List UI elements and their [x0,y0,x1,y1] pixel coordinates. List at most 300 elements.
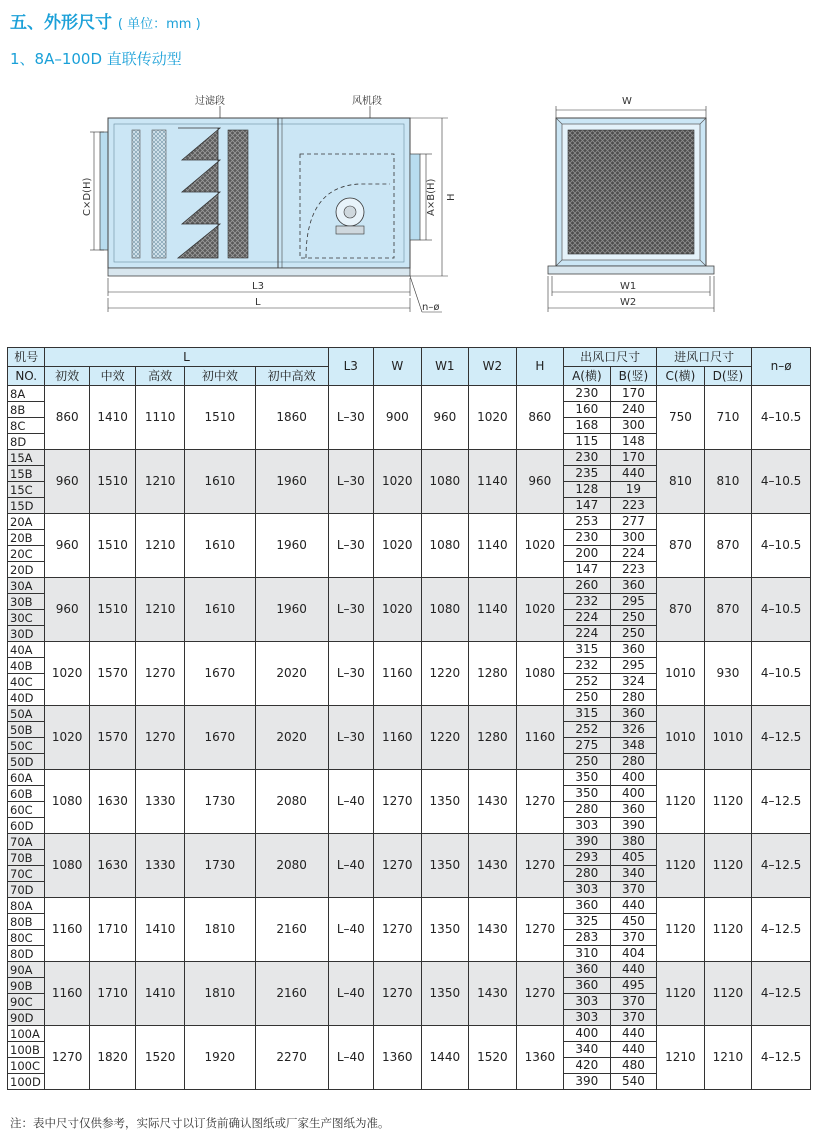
length-cell: 1080 [45,770,89,834]
outlet-a-cell: 283 [564,930,611,946]
model-cell: 15C [8,482,45,498]
model-cell: 70D [8,882,45,898]
outlet-b-cell: 250 [610,626,657,642]
length-cell: 860 [45,386,89,450]
section-title-text: 五、外形尺寸 [10,13,112,33]
length-cell: 1330 [136,770,185,834]
l3-cell: L–40 [328,962,374,1026]
outlet-b-cell: 404 [610,946,657,962]
length-cell: 1570 [89,642,136,706]
outlet-a-cell: 275 [564,738,611,754]
header-l-primary-medium: 初中效 [184,367,255,386]
outlet-b-cell: 400 [610,770,657,786]
header-n: n–ø [752,348,811,386]
length-cell: 1330 [136,834,185,898]
header-model: 机号 [8,348,45,367]
model-cell: 30C [8,610,45,626]
model-cell: 60A [8,770,45,786]
length-cell: 1510 [89,514,136,578]
l3-dim-label: L3 [252,281,264,292]
hole-spec-cell: 4–12.5 [752,834,811,898]
side-view-diagram [540,88,730,320]
inlet-c-cell: 1210 [657,1026,705,1090]
outlet-b-cell: 400 [610,786,657,802]
outlet-a-cell: 252 [564,674,611,690]
inlet-d-cell: 1120 [704,834,752,898]
w1-cell: 1080 [421,514,469,578]
outlet-a-cell: 200 [564,546,611,562]
length-cell: 1670 [184,706,255,770]
table-row [8,770,811,786]
model-cell: 90A [8,962,45,978]
l3-cell: L–40 [328,1026,374,1090]
outlet-a-cell: 250 [564,754,611,770]
w-cell: 1020 [374,578,422,642]
outlet-b-cell: 324 [610,674,657,690]
table-row [8,578,811,594]
outlet-b-cell: 370 [610,930,657,946]
model-cell: 70B [8,850,45,866]
outlet-a-cell: 250 [564,690,611,706]
length-cell: 1710 [89,898,136,962]
outlet-b-cell: 440 [610,466,657,482]
h-cell: 1270 [516,770,564,834]
length-cell: 1610 [184,450,255,514]
outlet-b-cell: 240 [610,402,657,418]
outlet-a-cell: 325 [564,914,611,930]
header-outlet: 出风口尺寸 [564,348,657,367]
w1-cell: 1080 [421,578,469,642]
length-cell: 1570 [89,706,136,770]
l3-cell: L–30 [328,386,374,450]
length-cell: 1630 [89,834,136,898]
length-cell: 2160 [255,898,328,962]
inlet-d-cell: 1120 [704,898,752,962]
l-dim-label: L [255,297,261,308]
w-cell: 1160 [374,642,422,706]
hole-spec-cell: 4–10.5 [752,514,811,578]
hole-spec-cell: 4–10.5 [752,642,811,706]
length-cell: 1710 [89,962,136,1026]
length-cell: 1610 [184,578,255,642]
inlet-d-cell: 1120 [704,962,752,1026]
model-cell: 20D [8,562,45,578]
l3-cell: L–30 [328,514,374,578]
model-cell: 90B [8,978,45,994]
header-l-primary: 初效 [45,367,89,386]
length-cell: 960 [45,514,89,578]
hole-spec-cell: 4–10.5 [752,578,811,642]
length-cell: 960 [45,450,89,514]
header-l-medium: 中效 [89,367,136,386]
model-cell: 40D [8,690,45,706]
w-cell: 1020 [374,514,422,578]
header-B: B(竖) [610,367,657,386]
l3-cell: L–30 [328,450,374,514]
outlet-b-cell: 440 [610,898,657,914]
outlet-a-cell: 303 [564,994,611,1010]
outlet-b-cell: 540 [610,1074,657,1090]
outlet-a-cell: 253 [564,514,611,530]
table-row [8,450,811,466]
length-cell: 1960 [255,450,328,514]
w2-dim-label: W2 [620,297,637,308]
outlet-a-cell: 252 [564,722,611,738]
sub-title: 1、8A–100D 直联传动型 [10,50,182,68]
outlet-b-cell: 250 [610,610,657,626]
outlet-a-cell: 315 [564,642,611,658]
h-cell: 1020 [516,514,564,578]
inlet-d-cell: 710 [704,386,752,450]
w1-cell: 1440 [421,1026,469,1090]
model-cell: 60B [8,786,45,802]
outlet-b-cell: 295 [610,594,657,610]
length-cell: 1810 [184,962,255,1026]
outlet-a-cell: 310 [564,946,611,962]
outlet-a-cell: 400 [564,1026,611,1042]
model-cell: 60D [8,818,45,834]
length-cell: 1210 [136,514,185,578]
filter-section-label: 过滤段 [195,96,225,107]
outlet-a-cell: 147 [564,498,611,514]
inlet-c-cell: 1120 [657,962,705,1026]
w-dim-label: W [622,96,632,107]
table-row [8,1026,811,1042]
table-row [8,962,811,978]
table-row [8,834,811,850]
length-cell: 1810 [184,898,255,962]
table-row [8,898,811,914]
w2-cell: 1140 [469,450,517,514]
outlet-a-cell: 280 [564,802,611,818]
w-cell: 1270 [374,770,422,834]
h-cell: 1270 [516,962,564,1026]
outlet-a-cell: 280 [564,866,611,882]
outlet-a-cell: 303 [564,1010,611,1026]
header-no: NO. [8,367,45,386]
header-L: L [45,348,328,367]
table-row [8,642,811,658]
length-cell: 1860 [255,386,328,450]
length-cell: 960 [45,578,89,642]
length-cell: 1920 [184,1026,255,1090]
inlet-c-cell: 870 [657,578,705,642]
hole-spec-cell: 4–12.5 [752,1026,811,1090]
dimension-table [7,347,811,1090]
outlet-a-cell: 260 [564,578,611,594]
outlet-b-cell: 360 [610,578,657,594]
outlet-b-cell: 360 [610,642,657,658]
table-body [8,386,811,1090]
w-cell: 1160 [374,706,422,770]
hole-spec-cell: 4–12.5 [752,898,811,962]
inlet-c-cell: 1120 [657,898,705,962]
front-view-diagram [70,88,470,320]
inlet-d-cell: 1010 [704,706,752,770]
table-row [8,706,811,722]
h-dim-label: H [446,193,457,201]
outlet-b-cell: 370 [610,994,657,1010]
outlet-b-cell: 440 [610,962,657,978]
model-cell: 15D [8,498,45,514]
length-cell: 1820 [89,1026,136,1090]
h-cell: 1080 [516,642,564,706]
outlet-a-cell: 390 [564,1074,611,1090]
model-cell: 30B [8,594,45,610]
outlet-b-cell: 360 [610,802,657,818]
inlet-c-cell: 1120 [657,770,705,834]
length-cell: 1670 [184,642,255,706]
outlet-a-cell: 340 [564,1042,611,1058]
outlet-a-cell: 360 [564,898,611,914]
w-cell: 1020 [374,450,422,514]
model-cell: 100C [8,1058,45,1074]
w-cell: 1270 [374,834,422,898]
outlet-b-cell: 348 [610,738,657,754]
w2-cell: 1140 [469,578,517,642]
length-cell: 1410 [136,898,185,962]
outlet-b-cell: 148 [610,434,657,450]
model-cell: 50B [8,722,45,738]
length-cell: 1020 [45,642,89,706]
w1-dim-label: W1 [620,281,637,292]
outlet-b-cell: 223 [610,562,657,578]
outlet-a-cell: 390 [564,834,611,850]
w2-cell: 1140 [469,514,517,578]
w2-cell: 1280 [469,706,517,770]
w-cell: 1270 [374,898,422,962]
length-cell: 1630 [89,770,136,834]
model-cell: 80A [8,898,45,914]
length-cell: 2080 [255,770,328,834]
model-cell: 70C [8,866,45,882]
h-cell: 1270 [516,898,564,962]
length-cell: 1160 [45,898,89,962]
l3-cell: L–40 [328,770,374,834]
model-cell: 80B [8,914,45,930]
l3-cell: L–40 [328,834,374,898]
hole-spec-cell: 4–12.5 [752,706,811,770]
outlet-a-cell: 224 [564,610,611,626]
outlet-b-cell: 277 [610,514,657,530]
model-cell: 60C [8,802,45,818]
length-cell: 1210 [136,450,185,514]
inlet-d-cell: 1120 [704,770,752,834]
model-cell: 8C [8,418,45,434]
length-cell: 2160 [255,962,328,1026]
section-title [10,8,201,33]
outlet-a-cell: 232 [564,658,611,674]
length-cell: 1730 [184,770,255,834]
outlet-b-cell: 405 [610,850,657,866]
inlet-c-cell: 1120 [657,834,705,898]
length-cell: 2020 [255,706,328,770]
outlet-b-cell: 450 [610,914,657,930]
model-cell: 30A [8,578,45,594]
header-W2: W2 [469,348,517,386]
model-cell: 100A [8,1026,45,1042]
outlet-b-cell: 280 [610,690,657,706]
outlet-b-cell: 300 [610,530,657,546]
table-row [8,386,811,402]
hole-spec-cell: 4–10.5 [752,450,811,514]
outlet-b-cell: 440 [610,1042,657,1058]
model-cell: 15B [8,466,45,482]
h-cell: 960 [516,450,564,514]
length-cell: 2020 [255,642,328,706]
outlet-a-cell: 147 [564,562,611,578]
l3-cell: L–30 [328,578,374,642]
header-l-high: 高效 [136,367,185,386]
table-row [8,514,811,530]
outlet-b-cell: 224 [610,546,657,562]
length-cell: 1160 [45,962,89,1026]
outlet-b-cell: 223 [610,498,657,514]
outlet-a-cell: 230 [564,530,611,546]
h-cell: 1360 [516,1026,564,1090]
length-cell: 1210 [136,578,185,642]
outlet-a-cell: 160 [564,402,611,418]
outlet-b-cell: 340 [610,866,657,882]
w1-cell: 1080 [421,450,469,514]
length-cell: 1270 [45,1026,89,1090]
section-unit: ( 单位：mm ) [117,17,201,32]
length-cell: 1730 [184,834,255,898]
outlet-a-cell: 235 [564,466,611,482]
model-cell: 90D [8,1010,45,1026]
outlet-a-cell: 315 [564,706,611,722]
inlet-d-cell: 870 [704,514,752,578]
h-cell: 1270 [516,834,564,898]
fan-section-label: 风机段 [352,96,382,107]
inlet-c-cell: 750 [657,386,705,450]
model-cell: 40A [8,642,45,658]
model-cell: 20C [8,546,45,562]
w1-cell: 1350 [421,834,469,898]
outlet-a-cell: 168 [564,418,611,434]
outlet-a-cell: 350 [564,786,611,802]
w-cell: 1360 [374,1026,422,1090]
model-cell: 100B [8,1042,45,1058]
outlet-b-cell: 440 [610,1026,657,1042]
outlet-a-cell: 360 [564,962,611,978]
length-cell: 1520 [136,1026,185,1090]
inlet-d-cell: 810 [704,450,752,514]
length-cell: 1270 [136,706,185,770]
inlet-d-cell: 930 [704,642,752,706]
header-L3: L3 [328,348,374,386]
length-cell: 1410 [136,962,185,1026]
header-l-primary-medium-high: 初中高效 [255,367,328,386]
hole-spec-cell: 4–12.5 [752,962,811,1026]
outlet-b-cell: 380 [610,834,657,850]
w1-cell: 1350 [421,770,469,834]
l3-cell: L–30 [328,642,374,706]
model-cell: 100D [8,1074,45,1090]
outlet-b-cell: 170 [610,450,657,466]
length-cell: 1510 [89,450,136,514]
model-cell: 8A [8,386,45,402]
model-cell: 80D [8,946,45,962]
outlet-a-cell: 360 [564,978,611,994]
outlet-a-cell: 293 [564,850,611,866]
w-cell: 900 [374,386,422,450]
length-cell: 1110 [136,386,185,450]
w1-cell: 1220 [421,706,469,770]
outlet-a-cell: 128 [564,482,611,498]
outlet-b-cell: 480 [610,1058,657,1074]
length-cell: 1080 [45,834,89,898]
model-cell: 20A [8,514,45,530]
outlet-a-cell: 230 [564,450,611,466]
outlet-b-cell: 300 [610,418,657,434]
header-H: H [516,348,564,386]
w2-cell: 1520 [469,1026,517,1090]
w2-cell: 1430 [469,770,517,834]
inlet-d-cell: 870 [704,578,752,642]
w2-cell: 1430 [469,898,517,962]
outlet-b-cell: 326 [610,722,657,738]
model-cell: 8B [8,402,45,418]
l3-cell: L–40 [328,898,374,962]
w1-cell: 1350 [421,898,469,962]
hole-spec-cell: 4–10.5 [752,386,811,450]
length-cell: 1960 [255,514,328,578]
outlet-a-cell: 350 [564,770,611,786]
inlet-c-cell: 810 [657,450,705,514]
h-cell: 860 [516,386,564,450]
model-cell: 40C [8,674,45,690]
inlet-c-cell: 1010 [657,706,705,770]
w1-cell: 960 [421,386,469,450]
outlet-b-cell: 495 [610,978,657,994]
outlet-a-cell: 232 [564,594,611,610]
model-cell: 40B [8,658,45,674]
outlet-b-cell: 360 [610,706,657,722]
header-D: D(竖) [704,367,752,386]
model-cell: 30D [8,626,45,642]
w2-cell: 1020 [469,386,517,450]
inlet-c-cell: 870 [657,514,705,578]
inlet-c-cell: 1010 [657,642,705,706]
outlet-b-cell: 390 [610,818,657,834]
model-cell: 15A [8,450,45,466]
inlet-d-cell: 1210 [704,1026,752,1090]
length-cell: 1410 [89,386,136,450]
outlet-b-cell: 280 [610,754,657,770]
h-cell: 1160 [516,706,564,770]
w2-cell: 1280 [469,642,517,706]
outlet-a-cell: 230 [564,386,611,402]
outlet-a-cell: 224 [564,626,611,642]
header-inlet: 进风口尺寸 [657,348,752,367]
length-cell: 1960 [255,578,328,642]
cd-dim-label: C×D(H) [82,177,93,216]
header-W1: W1 [421,348,469,386]
hole-spec-cell: 4–12.5 [752,770,811,834]
w-cell: 1270 [374,962,422,1026]
l3-cell: L–30 [328,706,374,770]
footnote: 注：表中尺寸仅供参考，实际尺寸以订货前确认图纸或厂家生产图纸为准。 [10,1116,390,1130]
length-cell: 1510 [89,578,136,642]
ab-dim-label: A×B(H) [426,178,437,216]
model-cell: 50A [8,706,45,722]
w2-cell: 1430 [469,834,517,898]
w1-cell: 1350 [421,962,469,1026]
header-C: C(横) [657,367,705,386]
header-W: W [374,348,422,386]
model-cell: 50D [8,754,45,770]
